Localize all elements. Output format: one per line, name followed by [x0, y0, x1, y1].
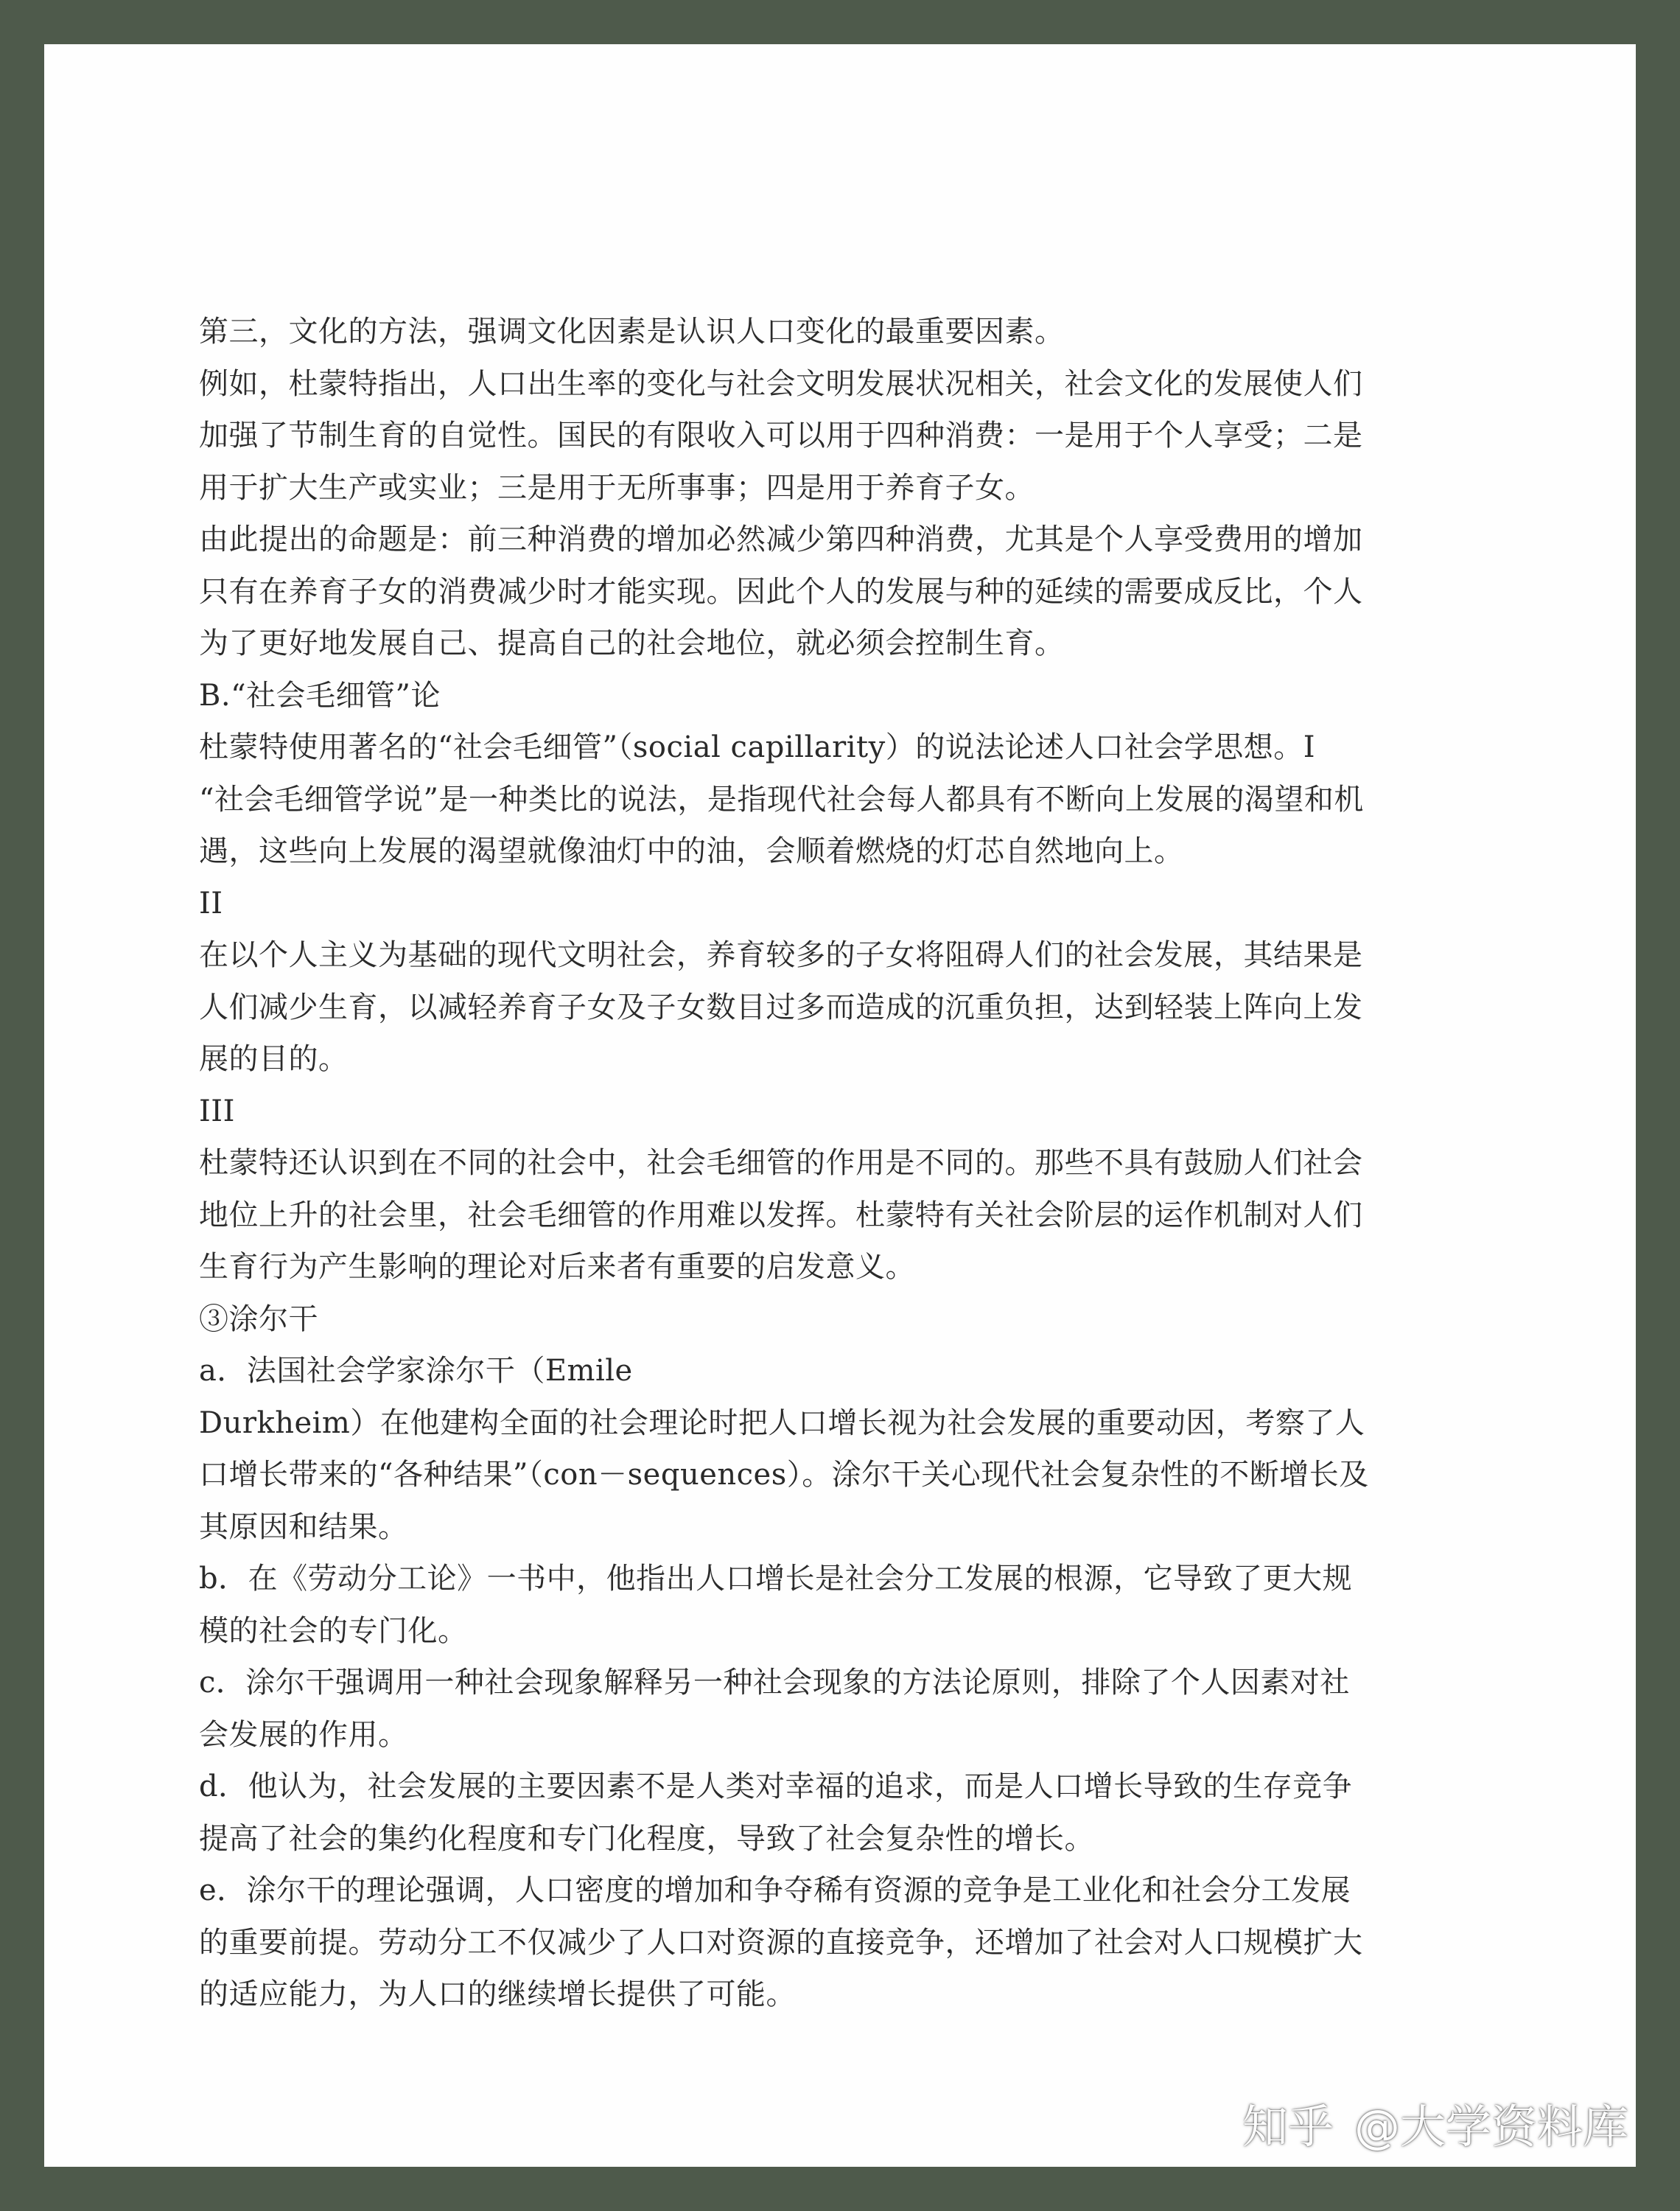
- text-line: 会发展的作用。: [199, 1717, 408, 1752]
- text-line: 地位上升的社会里，社会毛细管的作用难以发挥。杜蒙特有关社会阶层的运作机制对人们: [199, 1198, 1363, 1232]
- text-line: 的适应能力，为人口的继续增长提供了可能。: [199, 1977, 796, 2011]
- text-line: 的重要前提。劳动分工不仅减少了人口对资源的直接竞争，还增加了社会对人口规模扩大: [199, 1925, 1363, 1960]
- text-line: 人们减少生育，以减轻养育子女及子女数目过多而造成的沉重负担，达到轻装上阵向上发: [199, 990, 1363, 1024]
- text-line: 加强了节制生育的自觉性。国民的有限收入可以用于四种消费：一是用于个人享受；二是: [199, 419, 1363, 453]
- text-line: 生育行为产生影响的理论对后来者有重要的启发意义。: [199, 1250, 915, 1284]
- watermark: [1242, 2078, 1636, 2167]
- text-line: 遇，这些向上发展的渴望就像油灯中的油，会顺着燃烧的灯芯自然地向上。: [199, 834, 1184, 868]
- text-line: 第三，文化的方法，强调文化因素是认识人口变化的最重要因素。: [199, 315, 1065, 349]
- text-line: a．法国社会学家涂尔干（Emile: [199, 1354, 633, 1388]
- text-line: b．在《劳动分工论》一书中，他指出人口增长是社会分工发展的根源，它导致了更大规: [199, 1562, 1353, 1596]
- document-page: [44, 44, 1636, 2167]
- section-heading: ③涂尔干: [199, 1302, 318, 1336]
- text-line: “社会毛细管学说”是一种类比的说法，是指现代社会每人都具有不断向上发展的渴望和机: [199, 782, 1364, 817]
- text-line: 只有在养育子女的消费减少时才能实现。因此个人的发展与种的延续的需要成反比，个人: [199, 574, 1363, 609]
- text-line: Durkheim）在他建构全面的社会理论时把人口增长视为社会发展的重要动因，考察了人: [199, 1405, 1365, 1440]
- text-line: d．他认为，社会发展的主要因素不是人类对幸福的追求，而是人口增长导致的生存竞争: [199, 1770, 1353, 1803]
- text-line: e．涂尔干的理论强调，人口密度的增加和争夺稀有资源的竞争是工业化和社会分工发展: [199, 1873, 1351, 1907]
- text-line: 用于扩大生产或实业；三是用于无所事事；四是用于养育子女。: [199, 470, 1035, 505]
- watermark-brand: 知乎: [1242, 2099, 1334, 2154]
- section-heading: B.“社会毛细管”论: [199, 678, 441, 713]
- section-marker: III: [199, 1094, 235, 1128]
- text-line: c．涂尔干强调用一种社会现象解释另一种社会现象的方法论原则，排除了个人因素对社: [199, 1666, 1350, 1700]
- text-line: 模的社会的专门化。: [199, 1613, 468, 1648]
- text-line: 展的目的。: [199, 1042, 349, 1076]
- text-line: 在以个人主义为基础的现代文明社会，养育较多的子女将阻碍人们的社会发展，其结果是: [199, 938, 1363, 972]
- watermark-account: @大学资料库: [1354, 2099, 1628, 2154]
- text-line: 杜蒙特还认识到在不同的社会中，社会毛细管的作用是不同的。那些不具有鼓励人们社会: [199, 1146, 1363, 1180]
- text-line: 例如，杜蒙特指出，人口出生率的变化与社会文明发展状况相关，社会文化的发展使人们: [199, 366, 1363, 401]
- section-marker: II: [199, 886, 223, 921]
- text-line: 由此提出的命题是：前三种消费的增加必然减少第四种消费，尤其是个人享受费用的增加: [199, 523, 1363, 556]
- text-line: 其原因和结果。: [199, 1509, 408, 1544]
- text-line: 杜蒙特使用著名的“社会毛细管”（social capillarity）的说法论述人口社会学思想。I: [199, 730, 1316, 764]
- text-line: 提高了社会的集约化程度和专门化程度，导致了社会复杂性的增长。: [199, 1821, 1094, 1856]
- text-line: 口增长带来的“各种结果”（con－sequences）。涂尔干关心现代社会复杂性的不断增长及: [199, 1458, 1369, 1492]
- document-body: [199, 306, 1533, 2021]
- text-line: 为了更好地发展自己、提高自己的社会地位，就必须会控制生育。: [199, 626, 1065, 660]
